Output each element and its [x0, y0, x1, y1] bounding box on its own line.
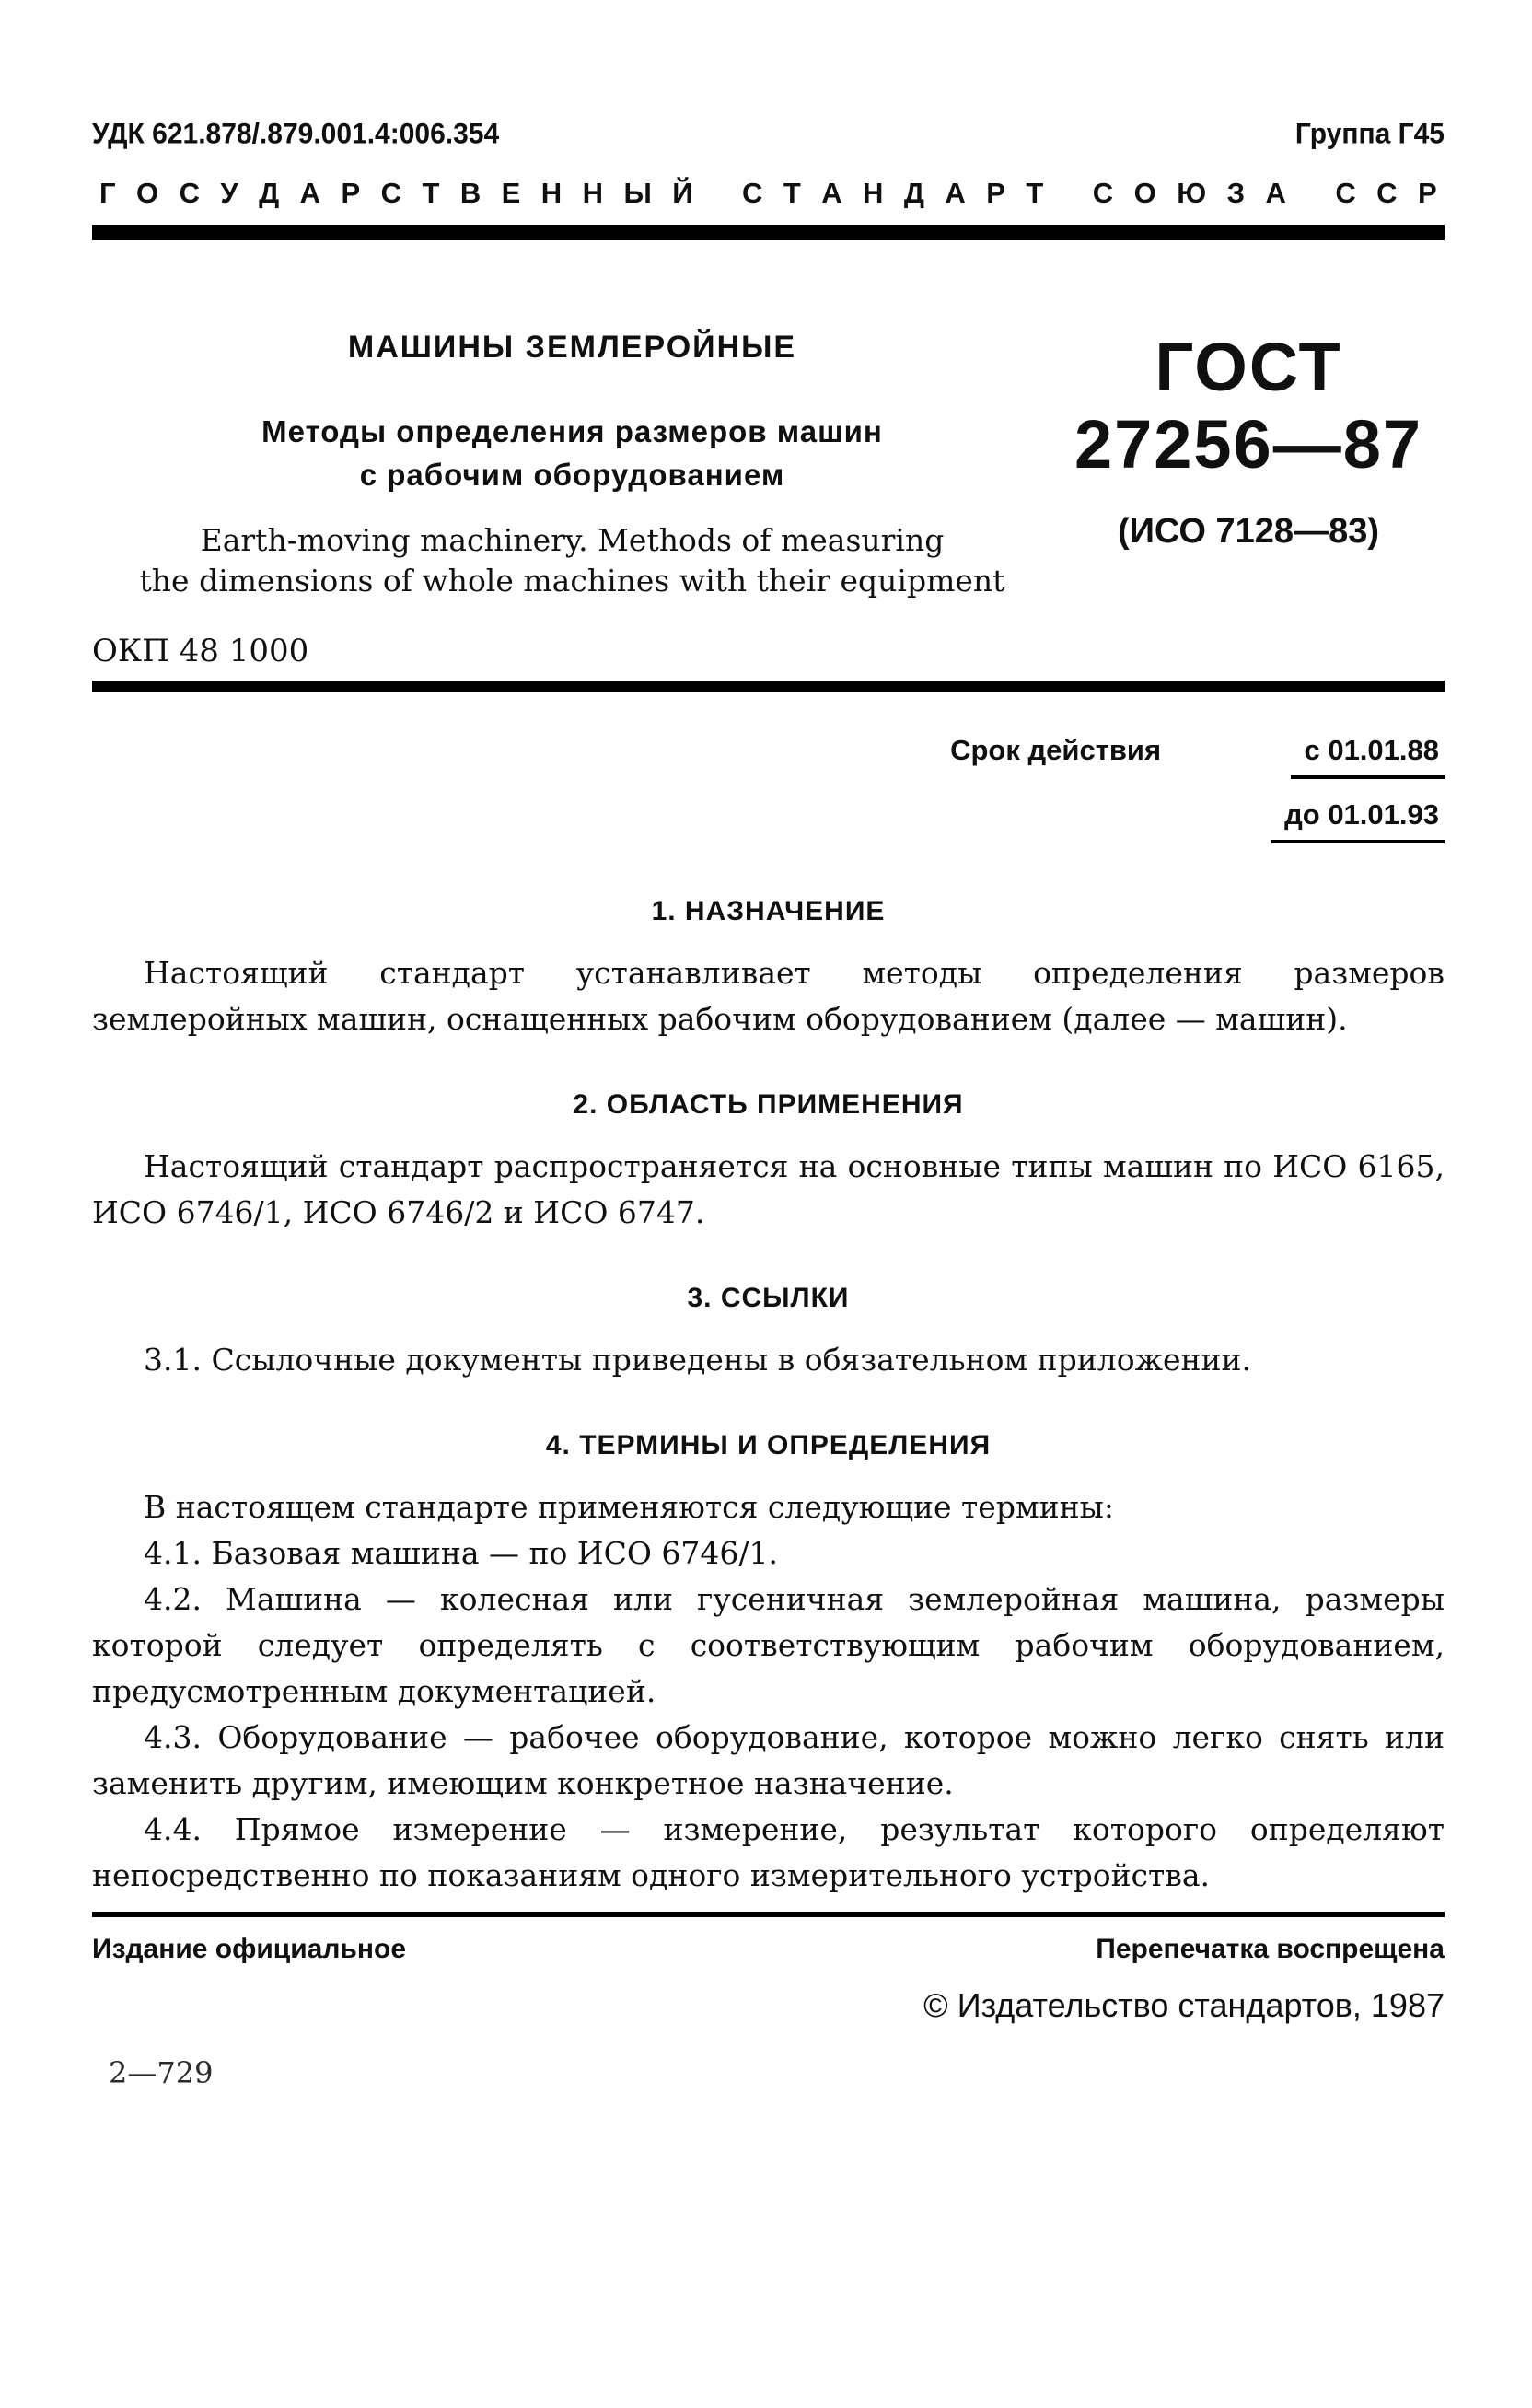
document-subtitle-ru-line1: Методы определения размеров машин — [261, 414, 883, 448]
paragraph: 4.1. Базовая машина — по ИСО 6746/1. — [144, 1535, 778, 1571]
document-title-en-line1: Earth-moving machinery. Methods of measuring — [200, 522, 945, 558]
section-divider-bar — [92, 681, 1445, 692]
paragraph: 3.1. Ссылочные документы приведены в обязательном приложении. — [144, 1342, 1251, 1378]
document-subtitle-ru-line2: с рабочим оборудованием — [359, 458, 785, 492]
group-code: Группа Г45 — [1294, 118, 1445, 150]
section-heading-3: 3. ССЫЛКИ — [687, 1283, 850, 1313]
validity-to-date: до 01.01.93 — [1271, 797, 1445, 843]
title-block — [92, 329, 1445, 601]
paragraph: 4.2. Машина — колесная или гусеничная землеройная машина, размеры которой следует определять с соответствующим рабочим оборудованием, предусмотренным документацией. — [92, 1581, 1445, 1709]
document-subtitle-ru — [92, 410, 1052, 496]
classification-row — [92, 117, 1445, 152]
standard-number-column — [1052, 329, 1445, 601]
header-divider-bar — [92, 225, 1445, 240]
title-column — [92, 329, 1052, 601]
validity-block — [92, 733, 1445, 843]
section-heading-4: 4. ТЕРМИНЫ И ОПРЕДЕЛЕНИЯ — [545, 1430, 992, 1460]
official-edition-note: Издание официальное — [92, 1934, 407, 1964]
paragraph: Настоящий стандарт распространяется на основные типы машин по ИСО 6165, ИСО 6746/1, ИСО 6746/2 и ИСО 6747. — [92, 1148, 1445, 1230]
okp-code: ОКП 48 1000 — [92, 633, 309, 669]
section-heading-1: 1. НАЗНАЧЕНИЕ — [651, 896, 886, 926]
validity-label: Срок действия — [950, 734, 1162, 766]
copyright-notice: © Издательство стандартов, 1987 — [923, 1986, 1445, 2024]
print-order-code: 2—729 — [109, 2055, 214, 2090]
udk-code: УДК 621.878/.879.001.4:006.354 — [92, 118, 500, 150]
paragraph: В настоящем стандарте применяются следующие термины: — [144, 1489, 1114, 1525]
section-heading-2: 2. ОБЛАСТЬ ПРИМЕНЕНИЯ — [573, 1089, 964, 1120]
reprint-prohibited-note: Перепечатка воспрещена — [1096, 1934, 1445, 1964]
paragraph: 4.3. Оборудование — рабочее оборудование, которое можно легко снять или заменить другим, имеющим конкретное назначение. — [92, 1719, 1445, 1801]
document-title-en — [92, 520, 1052, 601]
state-standard-header: Г О С У Д А Р С Т В Е Н Н Ы Й С Т А Н Д А Р Т С О Ю З А С С Р — [99, 177, 1437, 209]
iso-reference: (ИСО 7128—83) — [1117, 512, 1379, 551]
gost-label: ГОСТ — [1155, 329, 1342, 405]
validity-dates — [1271, 733, 1445, 843]
footer-row — [92, 1932, 1445, 1967]
footer-divider-bar — [92, 1912, 1445, 1917]
document-title-en-line2: the dimensions of whole machines with their equipment — [139, 563, 1005, 599]
validity-from-date: с 01.01.88 — [1291, 733, 1445, 779]
paragraph: 4.4. Прямое измерение — измерение, результат которого определяют непосредственно по показаниям одного измерительного устройства. — [92, 1811, 1445, 1893]
document-title-ru: МАШИНЫ ЗЕМЛЕРОЙНЫЕ — [347, 330, 797, 365]
gost-number: 27256—87 — [1074, 406, 1423, 483]
paragraph: Настоящий стандарт устанавливает методы определения размеров землеройных машин, оснащенных рабочим оборудованием (далее — машин). — [92, 955, 1445, 1037]
